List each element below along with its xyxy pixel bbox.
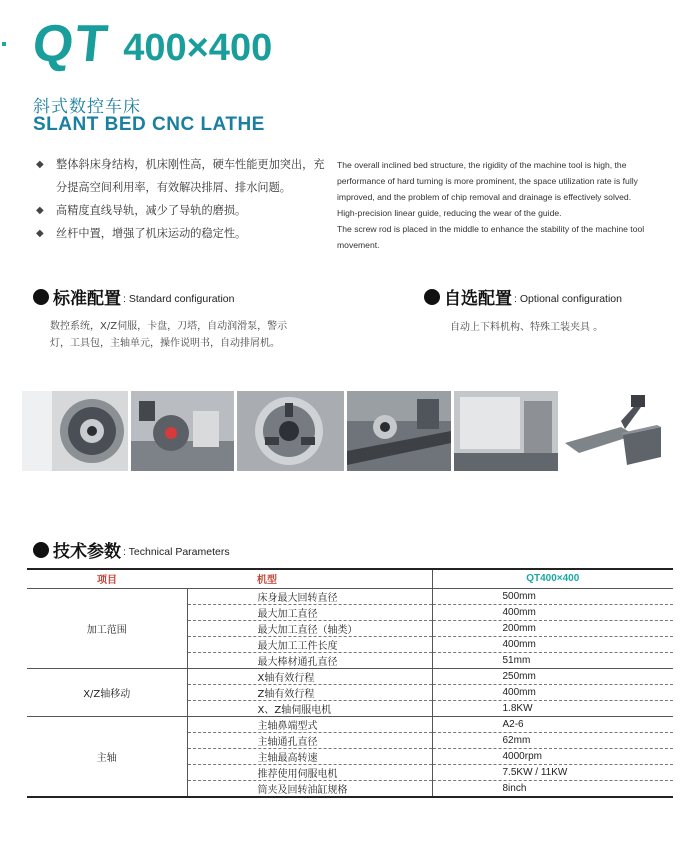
group-spindle: 主轴: [27, 716, 187, 797]
feature-en-item: High-precision linear guide, reducing the wear of the guide.: [337, 208, 562, 218]
feature-list-en: [337, 157, 677, 253]
param-value: 8inch: [432, 780, 673, 797]
param-name: 主轴鼻端型式: [187, 716, 432, 732]
optional-config-text: 自动上下料机构、特殊工装夹具 。: [450, 322, 604, 333]
group-xz-axis: X/Z轴移动: [27, 668, 187, 716]
chip-conveyor-photo: [561, 391, 667, 471]
group-processing-range: 加工范围: [27, 588, 187, 668]
feature-en-item: The screw rod is placed in the middle to enhance the stability of the machine tool movement.: [337, 224, 645, 250]
model-name: 400×400: [123, 27, 273, 69]
series-name: QT: [29, 15, 113, 73]
guide-rail-photo: [347, 391, 451, 471]
param-value: 4000rpm: [432, 748, 673, 764]
optional-config-heading: 自选配置 : Optional configuration: [424, 284, 622, 309]
table-row: [27, 668, 673, 684]
param-value: 7.5KW / 11KW: [432, 764, 673, 780]
feature-item: ◆ 整体斜床身结构，机床刚性高，硬车性能更加突出，充分提高空间利用率，有效解决排屑、排水问题。: [36, 153, 331, 199]
param-name: X轴有效行程: [187, 668, 432, 684]
param-value: A2-6: [432, 716, 673, 732]
diamond-bullet-icon: ◆: [36, 205, 44, 216]
param-name: 推荐使用伺服电机: [187, 764, 432, 780]
corner-mark: [2, 42, 6, 46]
diamond-bullet-icon: ◆: [36, 159, 44, 170]
page-title: [29, 14, 273, 73]
table-row: [27, 588, 673, 604]
param-name: X、Z轴伺服电机: [187, 700, 432, 716]
bullet-dot-icon: [33, 289, 49, 305]
technical-params-heading: 技术参数 : Technical Parameters: [33, 537, 230, 562]
param-name: 床身最大回转直径: [187, 588, 432, 604]
param-name: 最大加工直径: [187, 604, 432, 620]
param-value: 200mm: [432, 620, 673, 636]
param-value: 62mm: [432, 732, 673, 748]
interior-photo: [454, 391, 558, 471]
header-item: 项目: [27, 569, 187, 588]
photo-strip: [22, 391, 667, 471]
param-value: 400mm: [432, 604, 673, 620]
diamond-bullet-icon: ◆: [36, 228, 44, 239]
chuck-photo: [237, 391, 344, 471]
feature-list-cn: [36, 153, 331, 245]
subtitle-en: SLANT BED CNC LATHE: [33, 114, 265, 135]
param-name: 主轴最高转速: [187, 748, 432, 764]
standard-config-heading: 标准配置 : Standard configuration: [33, 284, 235, 309]
param-name: 筒夹及回转油缸规格: [187, 780, 432, 797]
standard-config-text: 数控系统，X/Z伺服，卡盘，刀塔，自动润滑泵，警示灯，工具包，主轴单元，操作说明书，自动排屑机。: [50, 321, 288, 349]
param-value: 400mm: [432, 684, 673, 700]
feature-item: ◆ 高精度直线导轨，减少了导轨的磨损。: [36, 199, 331, 222]
turret-photo: [131, 391, 234, 471]
subtitle-cn: 斜式数控车床: [33, 97, 141, 117]
bullet-dot-icon: [424, 289, 440, 305]
param-name: 最大加工直径（轴类）: [187, 620, 432, 636]
param-value: 51mm: [432, 652, 673, 668]
param-value: 1.8KW: [432, 700, 673, 716]
param-name: 最大加工工件长度: [187, 636, 432, 652]
table-row: [27, 716, 673, 732]
table-header-row: [27, 569, 673, 588]
param-name: 最大棒材通孔直径: [187, 652, 432, 668]
bullet-dot-icon: [33, 542, 49, 558]
technical-params-table: [27, 568, 673, 798]
header-model: 机型: [187, 569, 432, 588]
param-value: 400mm: [432, 636, 673, 652]
param-value: 500mm: [432, 588, 673, 604]
feature-item: ◆ 丝杆中置，增强了机床运动的稳定性。: [36, 222, 331, 245]
param-name: Z轴有效行程: [187, 684, 432, 700]
param-name: 主轴通孔直径: [187, 732, 432, 748]
param-value: 250mm: [432, 668, 673, 684]
feature-en-item: The overall inclined bed structure, the rigidity of the machine tool is high, the performance of hard turning is more prominent, the space utilization rate is fully improved, and the problem of chip removal and drainage is effectively solved.: [337, 160, 638, 202]
header-value: QT400×400: [432, 569, 673, 588]
spindle-photo: [22, 391, 128, 471]
